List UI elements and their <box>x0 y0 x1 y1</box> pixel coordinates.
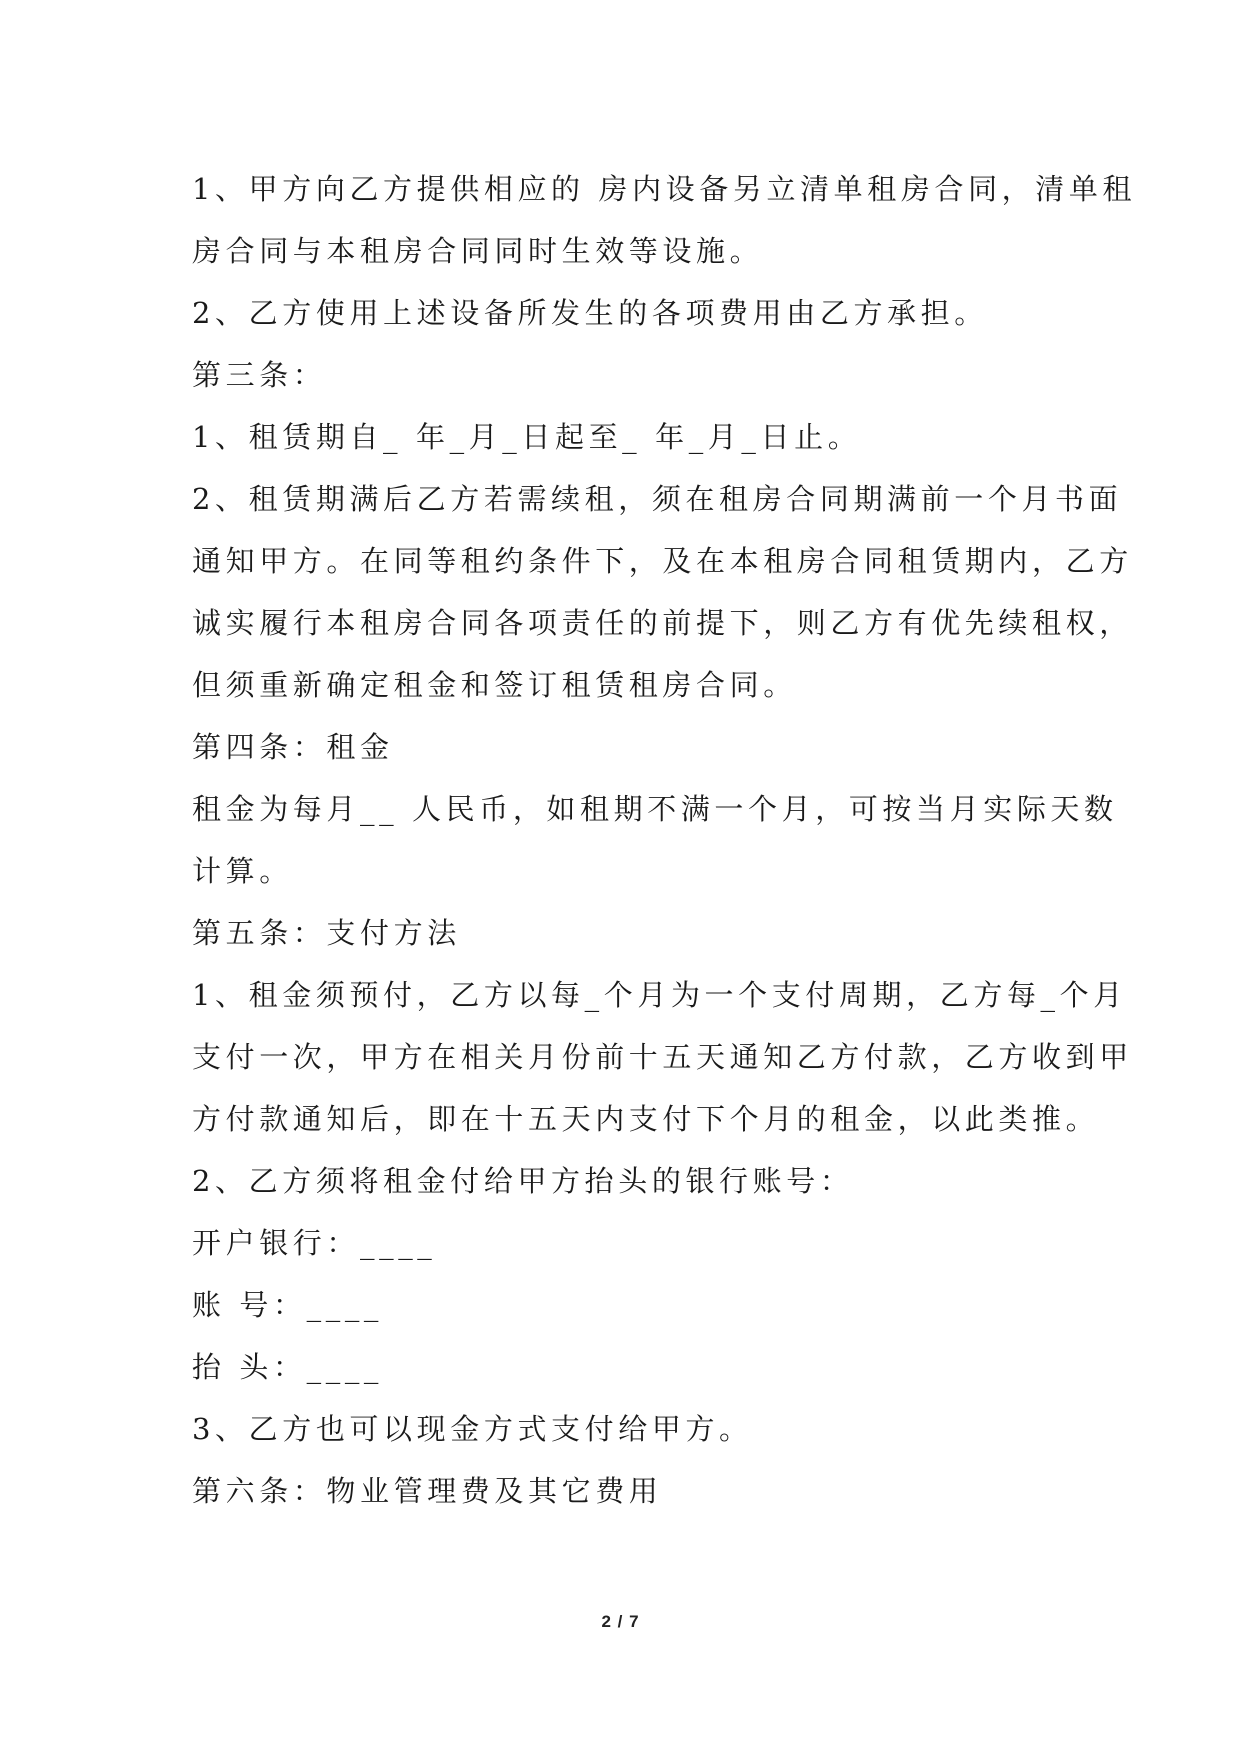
text-line: 1、租金须预付，乙方以每_个月为一个支付周期，乙方每_个月 <box>192 978 1127 1012</box>
section-heading: 第三条： <box>192 358 327 392</box>
text-line: 支付一次，甲方在相关月份前十五天通知乙方付款，乙方收到甲 <box>192 1040 1133 1074</box>
text-line: 房合同与本租房合同同时生效等设施。 <box>192 234 764 268</box>
text-line: 1、租赁期自_ 年_月_日起至_ 年_月_日止。 <box>192 420 862 454</box>
text-line: 1、甲方向乙方提供相应的 房内设备另立清单租房合同，清单租 <box>192 172 1137 206</box>
page-number: 2 / 7 <box>601 1612 640 1631</box>
text-line: 2、乙方须将租金付给甲方抬头的银行账号： <box>192 1164 854 1198</box>
text-line: 租金为每月__ 人民币，如租期不满一个月，可按当月实际天数 <box>192 792 1118 826</box>
text-line: 诚实履行本租房合同各项责任的前提下，则乙方有优先续租权， <box>192 606 1133 640</box>
section-heading: 第六条：物业管理费及其它费用 <box>192 1474 663 1508</box>
document-body <box>192 158 1137 1522</box>
account-field-line: 账 号：____ <box>192 1288 384 1322</box>
text-line: 但须重新确定租金和签订租赁租房合同。 <box>192 668 797 702</box>
text-line: 2、租赁期满后乙方若需续租，须在租房合同期满前一个月书面 <box>192 482 1123 516</box>
section-heading: 第五条：支付方法 <box>192 916 461 950</box>
bank-field-line: 开户银行：____ <box>192 1226 437 1260</box>
text-line: 通知甲方。在同等租约条件下，及在本租房合同租赁期内，乙方 <box>192 544 1133 578</box>
text-line: 2、乙方使用上述设备所发生的各项费用由乙方承担。 <box>192 296 988 330</box>
section-heading: 第四条：租金 <box>192 730 394 764</box>
text-line: 计算。 <box>192 854 293 888</box>
text-line: 方付款通知后，即在十五天内支付下个月的租金，以此类推。 <box>192 1102 1100 1136</box>
payee-field-line: 抬 头：____ <box>192 1350 384 1384</box>
text-line: 3、乙方也可以现金方式支付给甲方。 <box>192 1412 753 1446</box>
